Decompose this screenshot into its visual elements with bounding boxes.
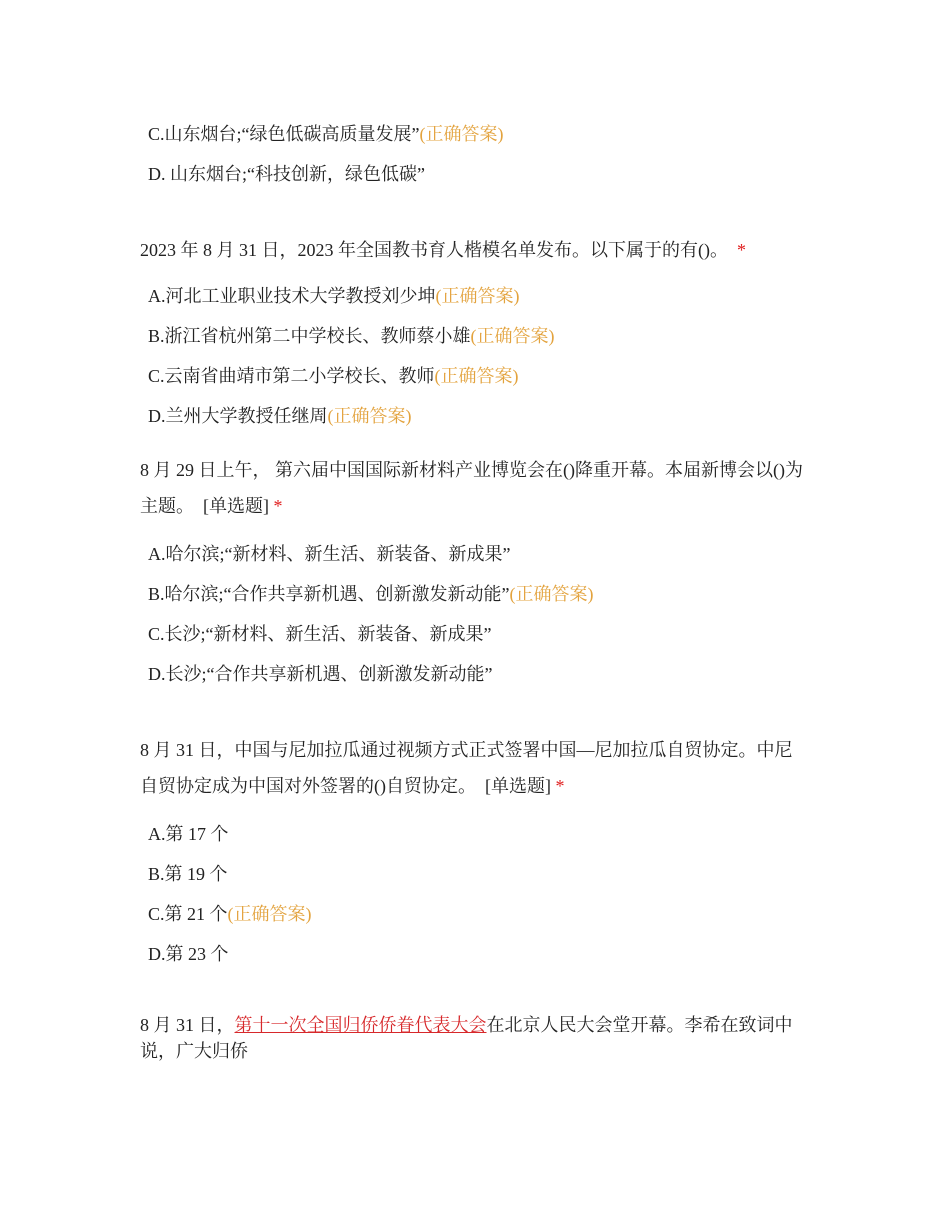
correct-answer-mark: (正确答案) bbox=[470, 326, 555, 346]
question-new-materials-expo bbox=[140, 452, 810, 524]
question-type-tag: [单选题] bbox=[485, 776, 551, 796]
option-b bbox=[148, 324, 555, 348]
option-text: B.哈尔滨;“合作共享新机遇、创新激发新动能” bbox=[148, 584, 510, 604]
question-overseas-chinese-congress bbox=[140, 1012, 810, 1064]
option-c bbox=[148, 122, 503, 146]
question-text-prefix: 8 月 31 日， bbox=[140, 1015, 235, 1035]
correct-answer-mark: (正确答案) bbox=[435, 286, 520, 306]
option-b bbox=[148, 862, 228, 886]
correct-answer-mark: (正确答案) bbox=[327, 406, 412, 426]
question-2023-teacher-models bbox=[140, 232, 810, 268]
option-a bbox=[148, 542, 510, 566]
option-text: A.第 17 个 bbox=[148, 824, 229, 844]
option-d bbox=[148, 662, 492, 686]
option-text: A.哈尔滨;“新材料、新生活、新装备、新成果” bbox=[148, 544, 511, 564]
option-a bbox=[148, 284, 520, 308]
option-text: C.云南省曲靖市第二小学校长、教师 bbox=[148, 366, 435, 386]
required-asterisk: * bbox=[737, 240, 746, 260]
option-b bbox=[148, 582, 593, 606]
question-text: 8 月 29 日上午， 第六届中国国际新材料产业博览会在()降重开幕。本届新博会以()为主题。 bbox=[140, 460, 803, 516]
option-text: B.第 19 个 bbox=[148, 864, 228, 884]
question-type-tag: [单选题] bbox=[203, 496, 269, 516]
question-text: 2023 年 8 月 31 日，2023 年全国教书育人楷模名单发布。以下属于的有()。 bbox=[140, 240, 728, 260]
correct-answer-mark: (正确答案) bbox=[419, 124, 504, 144]
question-nicaragua-fta bbox=[140, 732, 810, 804]
correct-answer-mark: (正确答案) bbox=[434, 366, 519, 386]
required-asterisk: * bbox=[273, 496, 283, 516]
option-text: D.长沙;“合作共享新机遇、创新激发新动能” bbox=[148, 664, 493, 684]
option-text: B.浙江省杭州第二中学校长、教师蔡小雄 bbox=[148, 326, 471, 346]
option-text: C.长沙;“新材料、新生活、新装备、新成果” bbox=[148, 624, 492, 644]
option-c bbox=[148, 902, 312, 926]
option-d bbox=[148, 162, 425, 186]
option-c bbox=[148, 364, 519, 388]
option-c bbox=[148, 622, 491, 646]
option-a bbox=[148, 822, 229, 846]
option-text: D. 山东烟台;“科技创新，绿色低碳” bbox=[148, 164, 425, 184]
option-d bbox=[148, 942, 229, 966]
congress-link[interactable]: 第十一次全国归侨侨眷代表大会 bbox=[234, 1015, 487, 1035]
option-text: D.兰州大学教授任继周 bbox=[148, 406, 328, 426]
option-text: D.第 23 个 bbox=[148, 944, 229, 964]
required-asterisk: * bbox=[555, 776, 565, 796]
correct-answer-mark: (正确答案) bbox=[227, 904, 312, 924]
option-text: C.第 21 个 bbox=[148, 904, 228, 924]
correct-answer-mark: (正确答案) bbox=[509, 584, 594, 604]
option-text: A.河北工业职业技术大学教授刘少坤 bbox=[148, 286, 436, 306]
question-text-suffix: 在北京人民大会堂开幕。李希在致词中说，广大归侨 bbox=[140, 1015, 793, 1061]
option-text: C.山东烟台;“绿色低碳高质量发展” bbox=[148, 124, 420, 144]
question-text: 8 月 31 日，中国与尼加拉瓜通过视频方式正式签署中国—尼加拉瓜自贸协定。中尼自贸协定成为中国对外签署的()自贸协定。 bbox=[140, 740, 793, 796]
option-d bbox=[148, 404, 412, 428]
